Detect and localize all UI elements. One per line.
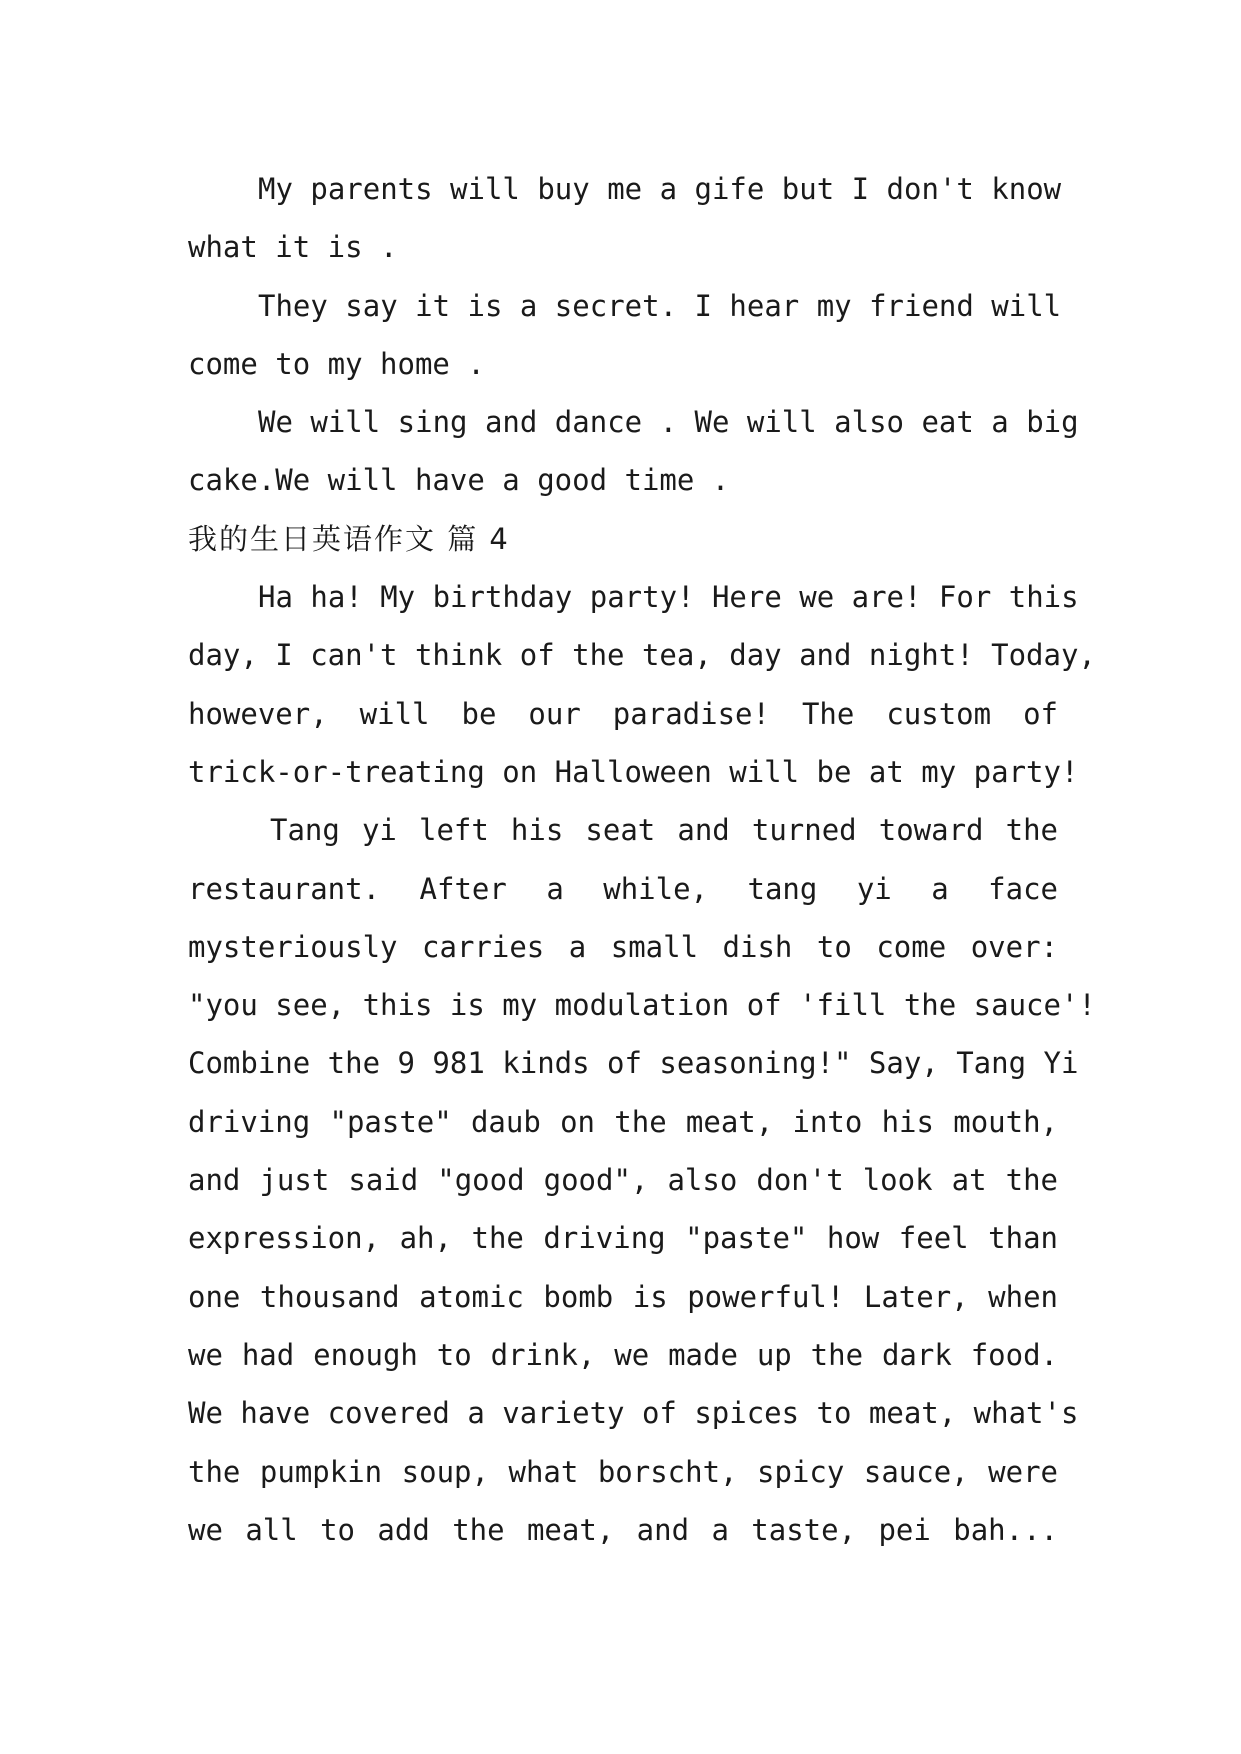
- paragraph-line: the pumpkin soup, what borscht, spicy sauce, were: [188, 1454, 1058, 1489]
- paragraph-line: My parents will buy me a gife but I don't know: [258, 172, 1062, 206]
- paragraph-line: restaurant. After a while, tang yi a face: [188, 871, 1058, 906]
- text-column: [188, 160, 1096, 1559]
- paragraph-line: driving "paste" daub on the meat, into his mouth,: [188, 1104, 1058, 1139]
- paragraph-line: Ha ha! My birthday party! Here we are! For this: [258, 580, 1079, 615]
- paragraph-line: Combine the 9 981 kinds of seasoning!" Say, Tang Yi: [188, 1046, 1079, 1081]
- paragraph-line: expression, ah, the driving "paste" how feel than: [188, 1221, 1058, 1256]
- paragraph-line: however, will be our paradise! The custom of: [188, 696, 1058, 731]
- paragraph-line: we had enough to drink, we made up the dark food.: [188, 1337, 1058, 1372]
- paragraph-line: We have covered a variety of spices to meat, what's: [188, 1396, 1079, 1431]
- section-heading: 我的生日英语作文 篇 4: [188, 521, 510, 556]
- paragraph-line: come to my home .: [188, 346, 485, 381]
- paragraph-line: cake.We will have a good time .: [188, 463, 730, 498]
- paragraph-line: day, I can't think of the tea, day and night! Today,: [188, 638, 1096, 673]
- paragraph-line: and just said "good good", also don't look at the: [188, 1163, 1058, 1198]
- paragraph-line: "you see, this is my modulation of 'fill the sauce'!: [188, 988, 1096, 1023]
- paragraph-line: what it is .: [188, 230, 398, 265]
- paragraph-line: one thousand atomic bomb is powerful! Later, when: [188, 1279, 1058, 1314]
- paragraph-line: We will sing and dance . We will also eat a big: [258, 405, 1079, 440]
- paragraph-line: They say it is a secret. I hear my friend will: [258, 288, 1062, 323]
- paragraph-line: we all to add the meat, and a taste, pei bah...: [188, 1512, 1058, 1547]
- paragraph-line: mysteriously carries a small dish to come over:: [188, 929, 1058, 964]
- paragraph-line: Tang yi left his seat and turned toward the: [270, 813, 1058, 848]
- paragraph-line: trick-or-treating on Halloween will be at my party!: [188, 754, 1079, 789]
